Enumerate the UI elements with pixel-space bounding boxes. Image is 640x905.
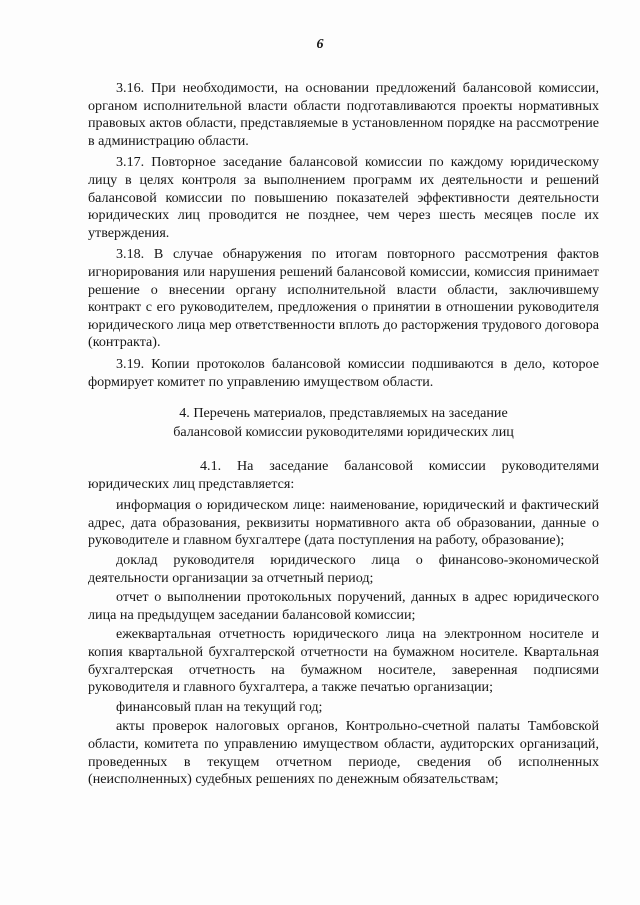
page-number: 6 <box>316 37 324 52</box>
list-item-inspection-acts: акты проверок налоговых органов, Контрольно-счетной палаты Тамбовской области, комитета по управлению имуществом области, аудиторских организаций, проведенных в текущем отчетном периоде, сведения об исполненных (неисполненных) судебных решениях по денежным обязательствам; <box>88 718 599 788</box>
paragraph-3-16: 3.16. При необходимости, на основании предложений балансовой комиссии, органом исполнительной власти области подготавливаются проекты нормативных правовых актов области, представляемые в установленном порядке на рассмотрение в администрацию области. <box>88 80 599 149</box>
paragraph-4-1: 4.1. На заседание балансовой комиссии руководителями юридических лиц представляется: <box>88 458 599 492</box>
document-body <box>88 80 599 791</box>
list-item-quarterly-reporting: ежеквартальная отчетность юридического лица на электронном носителе и копия квартальной бухгалтерской отчетности на бумажном носителе. Квартальная бухгалтерская отчетность на бумажном носителе, заверенная подписями руководителя и главного бухгалтера, а также печатью организации; <box>88 626 599 696</box>
paragraph-3-19: 3.19. Копии протоколов балансовой комиссии подшиваются в дело, которое формирует комитет по управлению имуществом области. <box>88 355 599 390</box>
section-4-heading <box>88 404 599 442</box>
list-item-director-report: доклад руководителя юридического лица о финансово-экономической деятельности организации за отчетный период; <box>88 552 599 586</box>
list-item-financial-plan: финансовый план на текущий год; <box>116 698 323 715</box>
section-4-heading-line-1: 4. Перечень материалов, представляемых на заседание <box>179 405 508 422</box>
list-item-instructions-report: отчет о выполнении протокольных поручений, данных в адрес юридического лица на предыдущем заседании балансовой комиссии; <box>88 589 599 623</box>
section-4-heading-line-2: балансовой комиссии руководителями юридических лиц <box>173 424 514 441</box>
paragraph-3-18: 3.18. В случае обнаружения по итогам повторного рассмотрения фактов игнорирования или нарушения решений балансовой комиссии, комиссия принимает решение о внесении органу исполнительной власти области, заключившему контракт с его руководителем, предложения о принятии в отношении руководителя юридического лица мер ответственности вплоть до расторжения трудового договора (контракта). <box>88 246 599 351</box>
paragraph-3-17: 3.17. Повторное заседание балансовой комиссии по каждому юридическому лицу в целях контроля за выполнением программ их деятельности и решений балансовой комиссии по повышению показателей эффективности деятельности юридических лиц проводится не позднее, чем через шесть месяцев после их утверждения. <box>88 154 599 241</box>
list-item-legal-entity-info: информация о юридическом лице: наименование, юридический и фактический адрес, дата образования, реквизиты нормативного акта об образовании, данные о руководителе и главном бухгалтере (дата поступления на работу, образование); <box>88 497 599 549</box>
